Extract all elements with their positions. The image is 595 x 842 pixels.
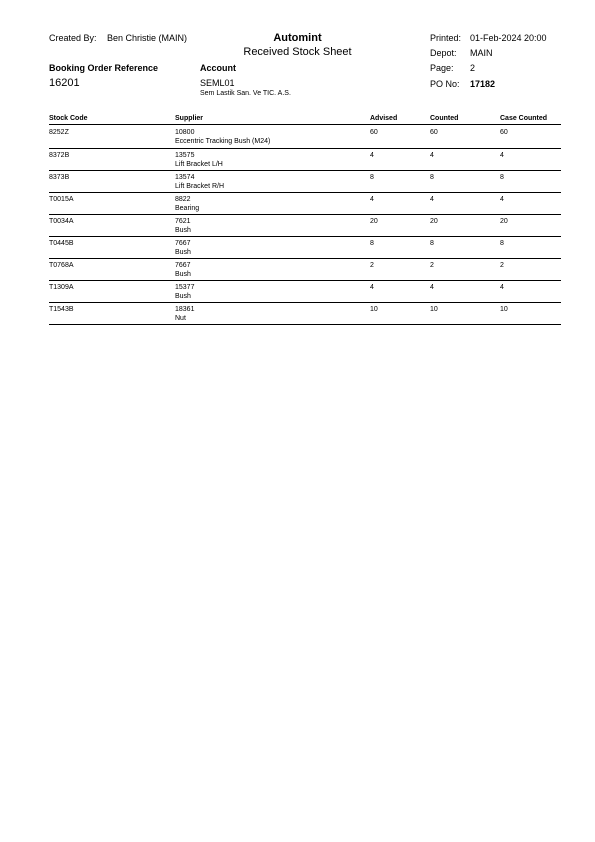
booking-ref-label: Booking Order Reference <box>49 63 159 73</box>
counted-cell: 8 <box>430 174 434 181</box>
col-header-counted: Counted <box>430 115 459 122</box>
case-counted-cell: 2 <box>500 262 504 269</box>
case-counted-cell: 4 <box>500 196 504 203</box>
booking-ref-value: 16201 <box>49 77 80 89</box>
row-divider <box>49 258 561 259</box>
case-counted-cell: 4 <box>500 152 504 159</box>
advised-cell: 8 <box>370 240 374 247</box>
counted-cell: 10 <box>430 306 438 313</box>
row-divider <box>49 214 561 215</box>
counted-cell: 4 <box>430 152 434 159</box>
printed-label: Printed: <box>430 33 462 43</box>
account-label: Account <box>200 63 236 73</box>
counted-cell: 2 <box>430 262 434 269</box>
page-value: 2 <box>470 63 476 73</box>
created-by-label: Created By: <box>49 33 97 43</box>
stock-code-cell: T0445B <box>49 240 74 247</box>
col-header-case-counted: Case Counted <box>500 115 548 122</box>
row-divider <box>49 192 561 193</box>
counted-cell: 20 <box>430 218 438 225</box>
advised-cell: 10 <box>370 306 378 313</box>
description-cell: Bush <box>175 271 191 278</box>
depot-value: MAIN <box>470 48 493 58</box>
case-counted-cell: 60 <box>500 129 508 136</box>
description-cell: Bush <box>175 227 191 234</box>
po-value: 17182 <box>470 79 496 89</box>
stock-code-cell: T1543B <box>49 306 74 313</box>
stock-code-cell: 8373B <box>49 174 70 181</box>
supplier-code-cell: 7621 <box>175 218 191 225</box>
description-cell: Bush <box>175 249 191 256</box>
row-divider <box>49 302 561 303</box>
advised-cell: 4 <box>370 284 374 291</box>
page-label: Page: <box>430 63 454 73</box>
counted-cell: 8 <box>430 240 434 247</box>
depot-label: Depot: <box>430 48 457 58</box>
case-counted-cell: 20 <box>500 218 508 225</box>
row-divider <box>49 324 561 325</box>
advised-cell: 60 <box>370 129 378 136</box>
supplier-code-cell: 7667 <box>175 262 191 269</box>
description-cell: Lift Bracket R/H <box>175 183 225 190</box>
advised-cell: 4 <box>370 152 374 159</box>
account-name: Sem Lastik San. Ve TIC. A.S. <box>200 90 291 97</box>
supplier-code-cell: 10800 <box>175 129 195 136</box>
supplier-code-cell: 13575 <box>175 152 195 159</box>
supplier-code-cell: 13574 <box>175 174 195 181</box>
description-cell: Lift Bracket L/H <box>175 161 223 168</box>
advised-cell: 20 <box>370 218 378 225</box>
created-by-value: Ben Christie (MAIN) <box>107 33 188 43</box>
col-header-advised: Advised <box>370 115 398 122</box>
stock-code-cell: T0034A <box>49 218 74 225</box>
case-counted-cell: 8 <box>500 240 504 247</box>
supplier-code-cell: 15377 <box>175 284 195 291</box>
company-name: Automint <box>273 32 322 44</box>
stock-code-cell: 8252Z <box>49 129 69 136</box>
col-header-supplier: Supplier <box>175 115 204 122</box>
row-divider <box>49 170 561 171</box>
case-counted-cell: 10 <box>500 306 508 313</box>
counted-cell: 4 <box>430 196 434 203</box>
advised-cell: 4 <box>370 196 374 203</box>
row-divider <box>49 280 561 281</box>
row-divider <box>49 148 561 149</box>
counted-cell: 60 <box>430 129 438 136</box>
sheet-title: Received Stock Sheet <box>243 46 352 58</box>
supplier-code-cell: 18361 <box>175 306 195 313</box>
case-counted-cell: 8 <box>500 174 504 181</box>
supplier-code-cell: 8822 <box>175 196 191 203</box>
advised-cell: 8 <box>370 174 374 181</box>
row-divider <box>49 236 561 237</box>
col-header-stock-code: Stock Code <box>49 115 88 122</box>
description-cell: Bush <box>175 293 191 300</box>
stock-code-cell: T1309A <box>49 284 74 291</box>
counted-cell: 4 <box>430 284 434 291</box>
description-cell: Eccentric Tracking Bush (M24) <box>175 138 271 145</box>
stock-code-cell: T0015A <box>49 196 74 203</box>
supplier-code-cell: 7667 <box>175 240 191 247</box>
po-label: PO No: <box>430 79 460 89</box>
advised-cell: 2 <box>370 262 374 269</box>
printed-value: 01-Feb-2024 20:00 <box>470 33 547 43</box>
stock-code-cell: 8372B <box>49 152 70 159</box>
stock-code-cell: T0768A <box>49 262 74 269</box>
description-cell: Nut <box>175 315 186 322</box>
account-code: SEML01 <box>200 78 235 88</box>
case-counted-cell: 4 <box>500 284 504 291</box>
description-cell: Bearing <box>175 205 200 212</box>
